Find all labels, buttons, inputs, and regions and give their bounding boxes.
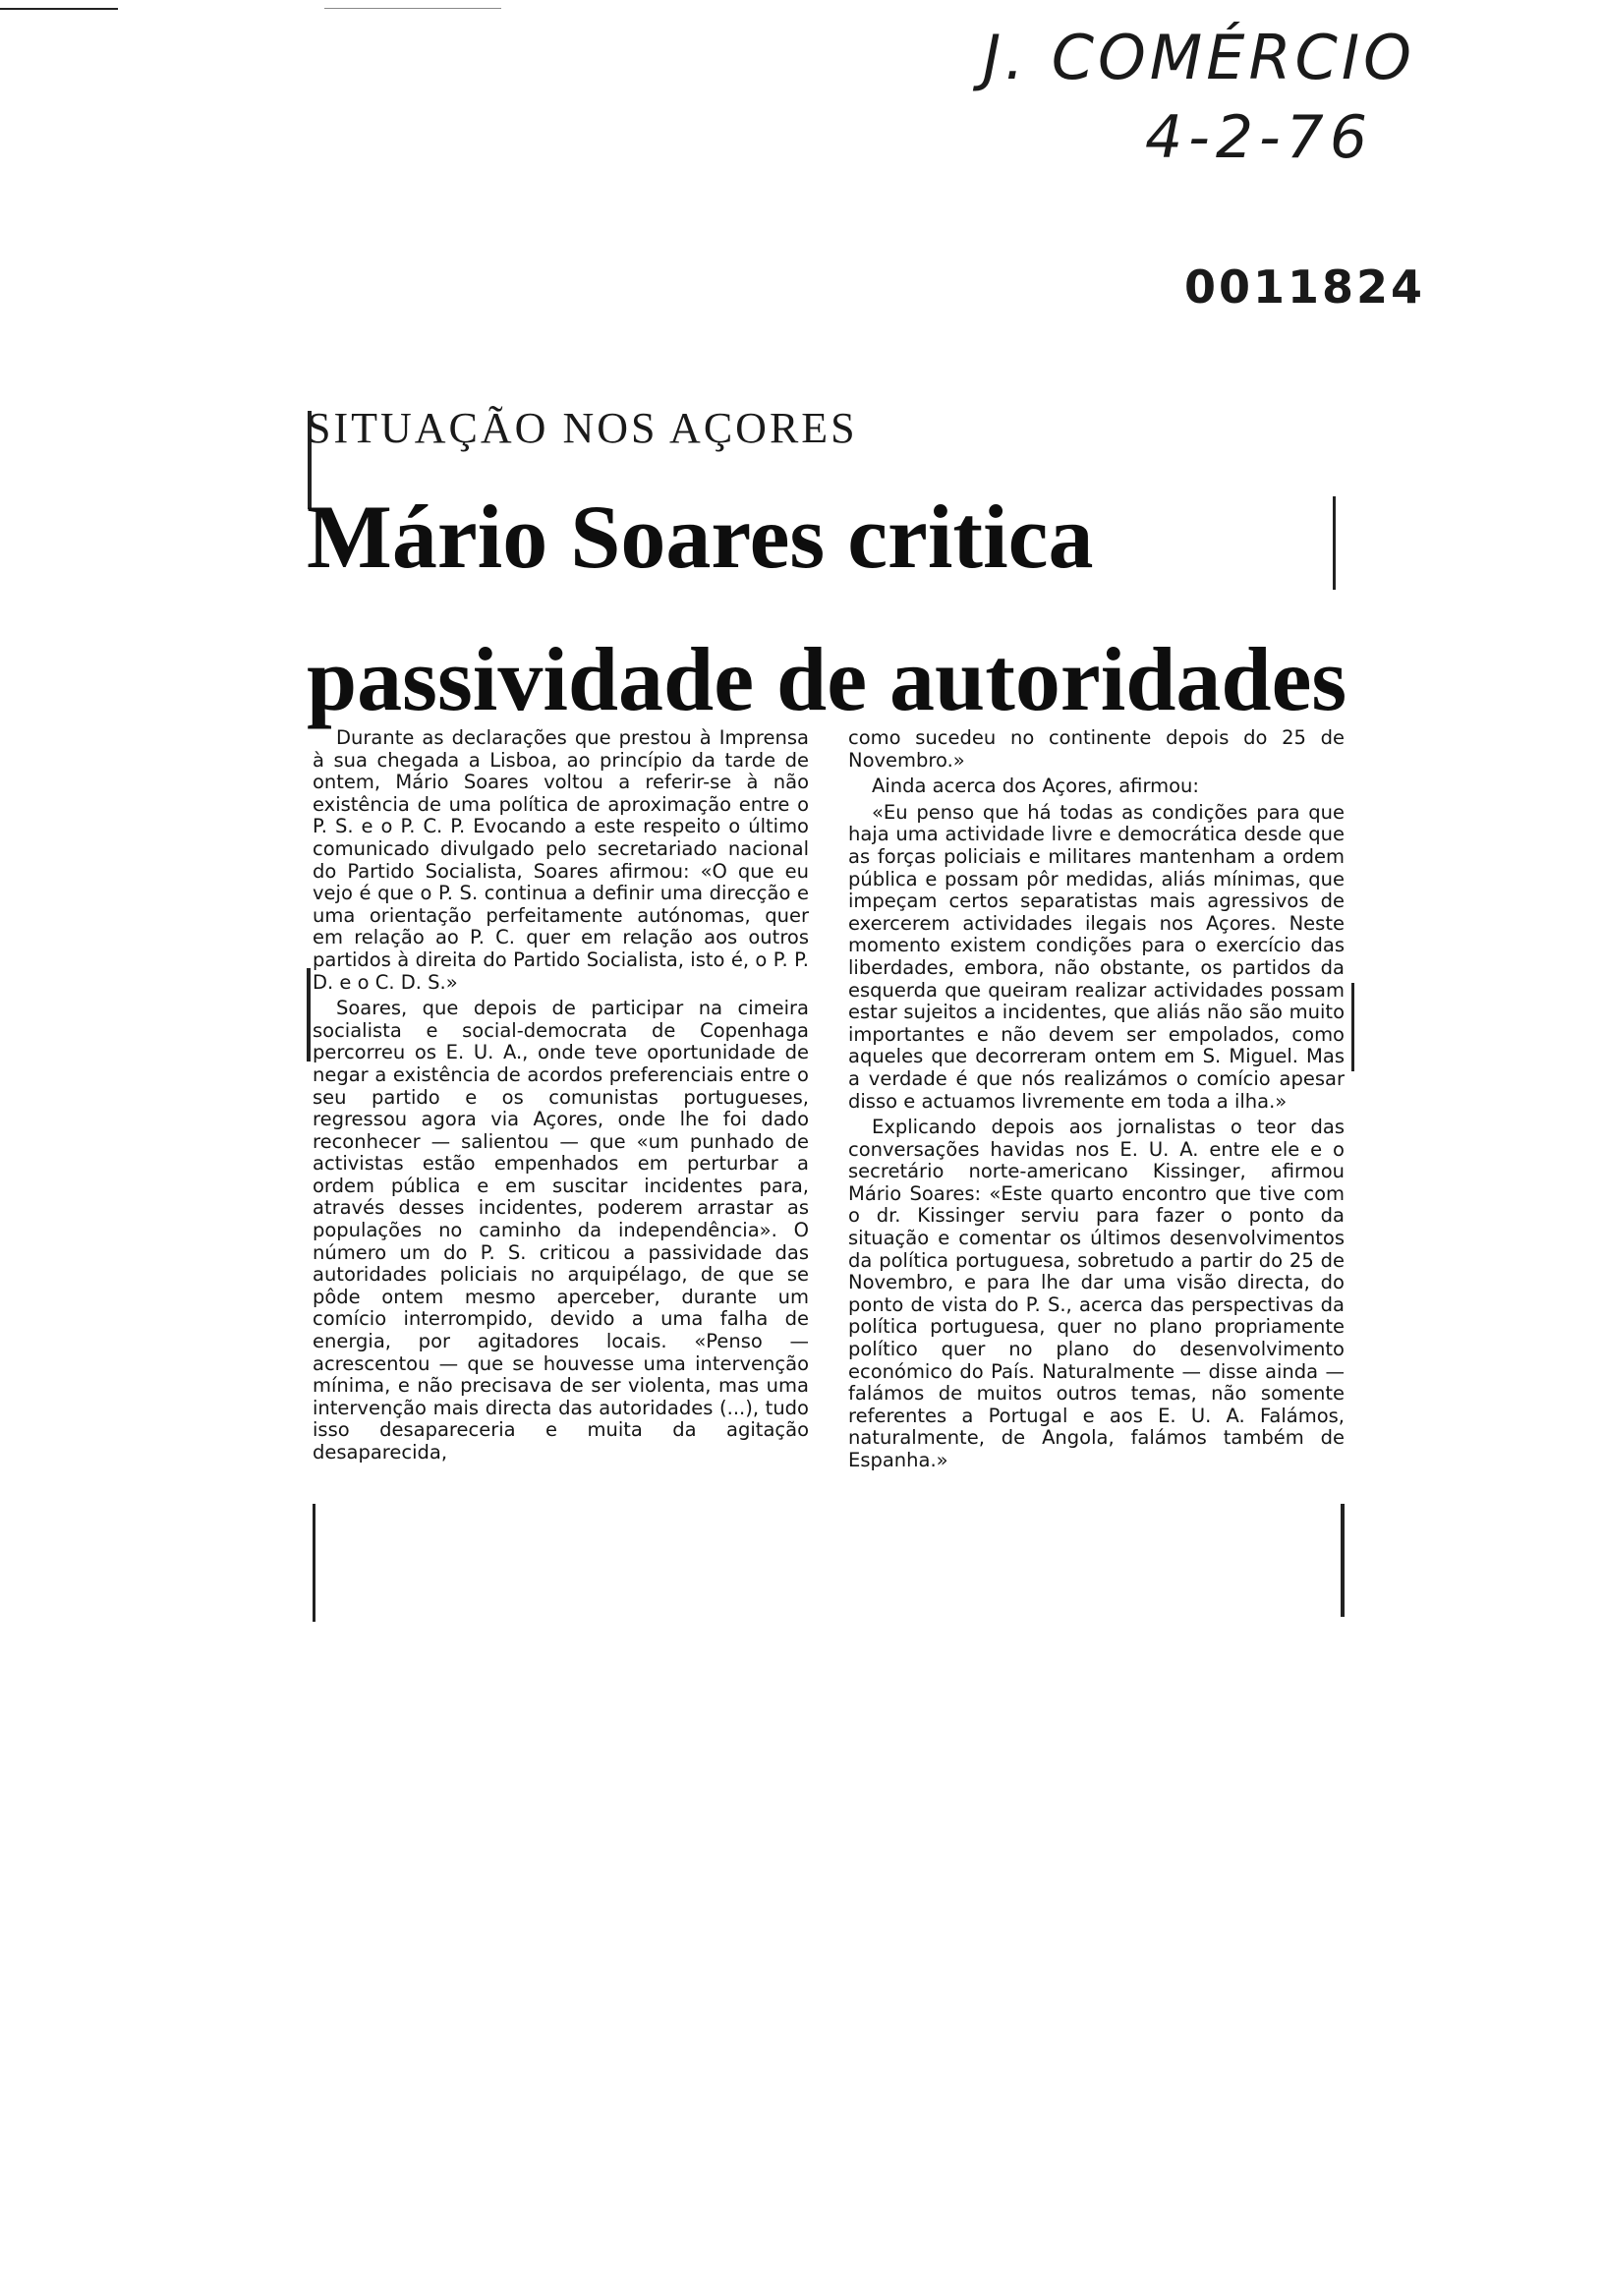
margin-mark bbox=[307, 968, 311, 1062]
paragraph: «Eu penso que há todas as condições para que haja uma actividade livre e democrática desde que as forças policiais e militares mantenham a ordem pública e possam pôr medidas, aliás mínimas, que impeçam certos separatistas mais agressivos de exercerem actividades ilegais nos Açores. Neste momento existem condições para o exercício das liberdades, embora, não obstante, os partidos da esquerda que queiram realizar actividades possam estar sujeitos a incidentes, que aliás não são muito importantes e não devem ser empolados, como aqueles que decorreram ontem em S. Miguel. Mas a verdade é que nós realizámos o comício apesar disso e actuamos livremente em toda a ilha.» bbox=[848, 800, 1345, 1113]
paragraph: como sucedeu no continente depois do 25 de Novembro.» bbox=[848, 726, 1345, 772]
paragraph: Durante as declarações que prestou à Imprensa à sua chegada a Lisboa, ao princípio da tarde de ontem, Mário Soares voltou a referir-se à não existência de uma política de aproximação entre o P. S. e o P. C. P. Evocando a este respeito o último comunicado divulgado pelo secretariado nacional do Partido Socialista, Soares afirmou: «O que eu vejo é que o P. S. continua a definir uma direcção e uma orientação perfeitamente autónomas, quer em relação ao P. C. quer em relação aos outros partidos à direita do Partido Socialista, isto é, o P. P. D. e o C. D. S.» bbox=[313, 726, 809, 994]
section-label: SITUAÇÃO NOS AÇORES bbox=[307, 404, 858, 452]
handwritten-source: J. COMÉRCIO bbox=[983, 22, 1415, 93]
archive-number: 0011824 bbox=[1184, 260, 1426, 314]
clipping-bracket-right bbox=[1333, 496, 1336, 590]
paragraph: Ainda acerca dos Açores, afirmou: bbox=[872, 775, 1199, 798]
headline-line-2: passividade de autoridades bbox=[307, 629, 1347, 729]
headline-line-1: Mário Soares critica bbox=[307, 487, 1094, 587]
paragraph: Explicando depois aos jornalistas o teor das conversações havidas nos E. U. A. entre ele e o secretário norte-americano Kissinger, afirmou Mário Soares: «Este quarto encontro que tive com o dr. Kissinger serviu para fazer o ponto da situação e comentar os últimos desenvolvimentos da política portuguesa, sobretudo a partir do 25 de Novembro, e para lhe dar uma visão directa, do ponto de vista do P. S., acerca das perspectivas da política portuguesa, quer no plano propriamente político quer no plano do desenvolvimento económico do País. Naturalmente — disse ainda — falámos de muitos outros temas, não somente referentes a Portugal e aos E. U. A. Falámos, naturalmente, de Angola, falámos também de Espanha.» bbox=[848, 1116, 1345, 1471]
margin-mark bbox=[313, 1504, 315, 1622]
margin-mark bbox=[1351, 983, 1354, 1071]
margin-mark bbox=[1341, 1504, 1345, 1617]
top-edge-rule-faint bbox=[324, 8, 501, 9]
article-column-2 bbox=[848, 727, 1345, 1476]
handwritten-date: 4-2-76 bbox=[1145, 103, 1373, 172]
article-column-1 bbox=[313, 727, 809, 1468]
top-edge-rule bbox=[0, 8, 118, 10]
paragraph: Soares, que depois de participar na cimeira socialista e social-democrata de Copenhaga percorreu os E. U. A., onde teve oportunidade de negar a existência de acordos preferenciais entre o seu partido e os comunistas portugueses, regressou agora via Açores, onde lhe foi dado reconhecer — salientou — que «um punhado de activistas estão empenhados em perturbar a ordem pública e em suscitar incidentes para, através desses incidentes, poderem arrastar as populações no caminho da independência». O número um do P. S. criticou a passividade das autoridades policiais no arquipélago, de que se pôde ontem mesmo aperceber, durante um comício interrompido, devido a uma falha de energia, por agitadores locais. «Penso — acrescentou — que se houvesse uma intervenção mínima, e não precisava de ser violenta, mas uma intervenção mais directa das autoridades (...), tudo isso desapareceria e muita da agitação desaparecida, bbox=[313, 997, 809, 1464]
